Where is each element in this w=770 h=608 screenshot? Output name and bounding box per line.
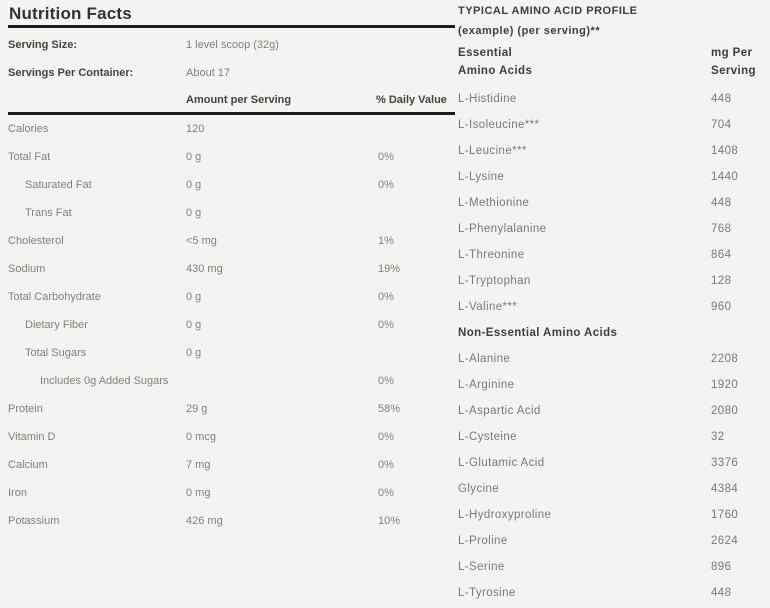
amino-acid-name: L-Arginine	[458, 379, 515, 391]
list-item	[458, 346, 755, 372]
nutrient-label: Trans Fat	[25, 207, 72, 219]
amino-acid-mg: 2208	[711, 353, 739, 365]
nutrient-daily-value: 0%	[378, 431, 394, 443]
nutrient-daily-value: 1%	[378, 235, 394, 247]
amino-acid-mg: 1440	[711, 171, 739, 183]
amino-profile-title-line1: TYPICAL AMINO ACID PROFILE	[458, 5, 638, 17]
table-row	[8, 171, 455, 199]
nutrient-daily-value: 0%	[378, 319, 394, 331]
list-item	[458, 216, 755, 242]
nutrient-daily-value: 0%	[378, 151, 394, 163]
nutrient-label: Saturated Fat	[25, 179, 92, 191]
nutrient-daily-value: 19%	[378, 263, 401, 275]
amino-acid-mg: 128	[711, 275, 732, 287]
list-item	[458, 424, 755, 450]
amino-profile-title	[458, 1, 758, 41]
amino-acid-name: L-Isoleucine***	[458, 119, 540, 131]
amino-acid-name: L-Methionine	[458, 197, 530, 209]
nutrient-daily-value: 58%	[378, 403, 401, 415]
list-item	[458, 164, 755, 190]
amino-acid-name: L-Phenylalanine	[458, 223, 547, 235]
list-item	[458, 242, 755, 268]
amino-profile-title-line2: (example) (per serving)**	[458, 25, 601, 37]
table-row	[8, 507, 455, 535]
nutrient-amount: 7 mg	[186, 459, 211, 471]
nutrient-label: Total Fat	[8, 151, 51, 163]
amino-acid-mg: 32	[711, 431, 725, 443]
table-row	[8, 367, 455, 395]
non-essential-amino-acids-header: Non-Essential Amino Acids	[458, 327, 618, 339]
serving-size-label: Serving Size:	[8, 39, 78, 51]
list-item	[458, 476, 755, 502]
amino-acid-name: L-Aspartic Acid	[458, 405, 541, 417]
nutrient-amount: 0 mg	[186, 487, 211, 499]
amino-acid-name: L-Tryptophan	[458, 275, 531, 287]
list-item	[458, 580, 755, 606]
essential-amino-acids-header: Essential Amino Acids	[458, 47, 533, 77]
nutrient-label: Cholesterol	[8, 235, 64, 247]
nutrient-amount: 29 g	[186, 403, 208, 415]
amino-acid-name: L-Histidine	[458, 93, 517, 105]
amino-acid-mg: 896	[711, 561, 732, 573]
nutrient-amount: 0 g	[186, 207, 202, 219]
table-row	[8, 255, 455, 283]
list-item	[458, 528, 755, 554]
amino-acid-mg: 2624	[711, 535, 739, 547]
amino-acid-name: L-Alanine	[458, 353, 511, 365]
amino-acid-mg: 448	[711, 587, 732, 599]
list-item	[458, 138, 755, 164]
nutrient-daily-value: 0%	[378, 487, 394, 499]
servings-per-container-row	[8, 59, 455, 87]
nutrient-label: Calories	[8, 123, 49, 135]
list-item	[458, 294, 755, 320]
table-row	[8, 339, 455, 367]
nutrient-label: Vitamin D	[8, 431, 56, 443]
nutrient-amount: <5 mg	[186, 235, 217, 247]
table-row	[8, 115, 455, 143]
nutrient-label: Total Sugars	[25, 347, 87, 359]
nutrient-amount: 0 g	[186, 291, 202, 303]
amino-acid-name: L-Leucine***	[458, 145, 527, 157]
nutrient-amount: 0 g	[186, 319, 202, 331]
nutrient-label: Total Carbohydrate	[8, 291, 101, 303]
amino-acid-name: Glycine	[458, 483, 500, 495]
serving-size-row	[8, 31, 455, 59]
amino-acid-mg: 448	[711, 93, 732, 105]
nutrient-daily-value: 0%	[378, 179, 394, 191]
daily-value-header: % Daily Value	[376, 94, 447, 106]
amount-per-serving-header: Amount per Serving	[186, 94, 292, 106]
nutrient-label: Includes 0g Added Sugars	[40, 375, 169, 387]
amino-acid-name: L-Lysine	[458, 171, 505, 183]
list-item	[458, 450, 755, 476]
serving-info	[8, 31, 455, 87]
table-row	[8, 143, 455, 171]
servings-per-container-value: About 17	[186, 67, 231, 79]
nutrient-daily-value: 0%	[378, 459, 394, 471]
nutrition-table-header	[8, 88, 455, 112]
nutrient-amount: 426 mg	[186, 515, 223, 527]
amino-acid-mg: 448	[711, 197, 732, 209]
table-row	[8, 283, 455, 311]
list-item	[458, 554, 755, 580]
mg-per-serving-header: mg Per Serving	[711, 47, 756, 77]
serving-size-value: 1 level scoop (32g)	[186, 39, 279, 51]
table-row	[8, 451, 455, 479]
amino-acid-mg: 2080	[711, 405, 739, 417]
list-item	[458, 398, 755, 424]
table-row	[8, 227, 455, 255]
table-row	[8, 199, 455, 227]
nutrient-label: Protein	[8, 403, 43, 415]
nutrient-daily-value: 0%	[378, 291, 394, 303]
amino-acid-name: L-Valine***	[458, 301, 518, 313]
amino-acid-mg: 768	[711, 223, 732, 235]
essential-amino-acids-list	[458, 86, 755, 320]
list-item	[458, 372, 755, 398]
amino-acid-name: L-Glutamic Acid	[458, 457, 545, 469]
nutrient-label: Sodium	[8, 263, 46, 275]
nutrient-daily-value: 10%	[378, 515, 401, 527]
list-item	[458, 112, 755, 138]
nutrient-label: Iron	[8, 487, 27, 499]
nutrient-amount: 0 g	[186, 151, 202, 163]
table-row	[8, 395, 455, 423]
amino-acid-mg: 1760	[711, 509, 739, 521]
nutrient-daily-value: 0%	[378, 375, 394, 387]
table-row	[8, 311, 455, 339]
table-row	[8, 479, 455, 507]
amino-acid-mg: 1408	[711, 145, 739, 157]
amino-acid-name: L-Tyrosine	[458, 587, 516, 599]
amino-acid-name: L-Proline	[458, 535, 508, 547]
non-essential-amino-acids-list	[458, 346, 755, 606]
amino-acid-name: L-Hydroxyproline	[458, 509, 552, 521]
amino-acid-mg: 704	[711, 119, 732, 131]
nutrient-amount: 0 mcg	[186, 431, 216, 443]
list-item	[458, 86, 755, 112]
nutrition-table-body	[8, 115, 455, 535]
amino-acid-mg: 3376	[711, 457, 739, 469]
top-divider	[8, 25, 455, 28]
table-row	[8, 423, 455, 451]
amino-acid-mg: 864	[711, 249, 732, 261]
amino-acid-mg: 4384	[711, 483, 739, 495]
list-item	[458, 502, 755, 528]
nutrient-amount: 0 g	[186, 179, 202, 191]
nutrient-amount: 430 mg	[186, 263, 223, 275]
nutrient-label: Potassium	[8, 515, 60, 527]
nutrition-facts-title: Nutrition Facts	[9, 4, 132, 23]
nutrient-label: Dietary Fiber	[25, 319, 88, 331]
amino-acid-name: L-Serine	[458, 561, 505, 573]
amino-acid-name: L-Cysteine	[458, 431, 517, 443]
list-item	[458, 190, 755, 216]
amino-acid-mg: 960	[711, 301, 732, 313]
nutrient-label: Calcium	[8, 459, 48, 471]
amino-acid-mg: 1920	[711, 379, 739, 391]
nutrient-amount: 120	[186, 123, 205, 135]
amino-acid-name: L-Threonine	[458, 249, 525, 261]
servings-per-container-label: Servings Per Container:	[8, 67, 134, 79]
nutrient-amount: 0 g	[186, 347, 202, 359]
list-item	[458, 268, 755, 294]
